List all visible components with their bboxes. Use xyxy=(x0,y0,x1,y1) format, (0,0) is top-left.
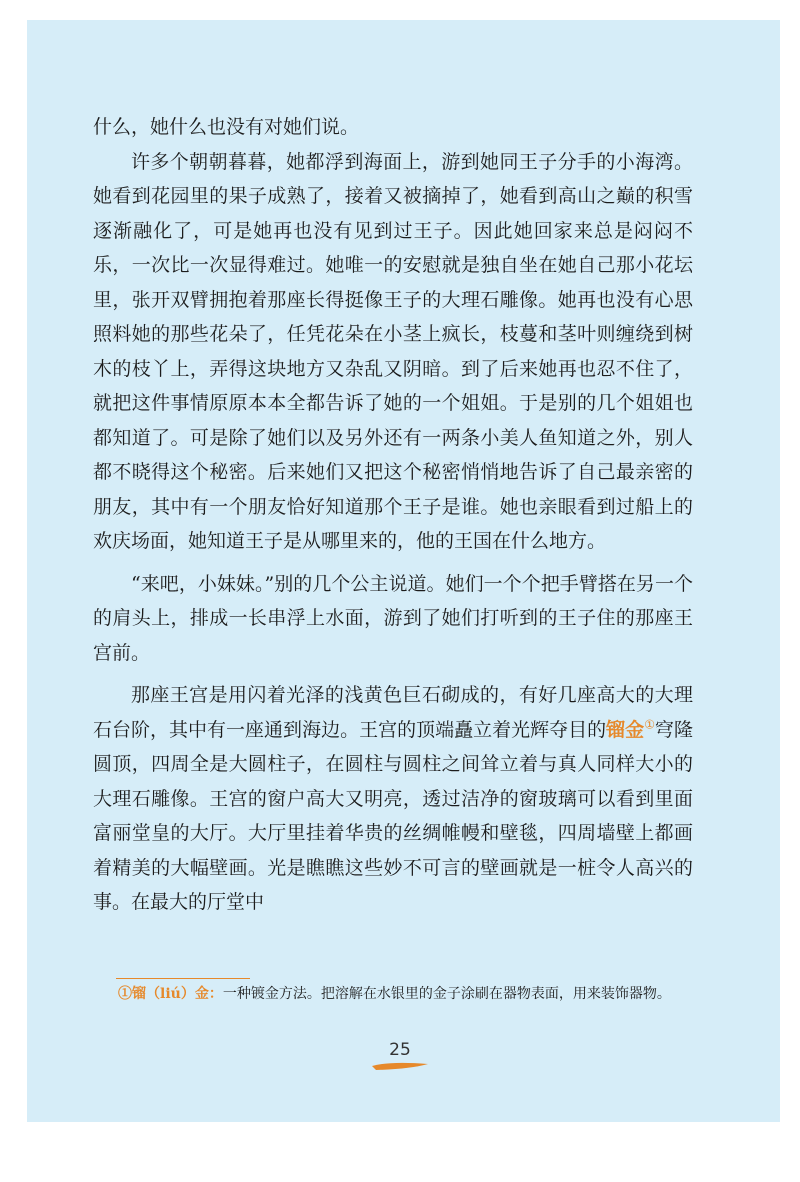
paragraph-4 xyxy=(93,678,693,920)
footnote xyxy=(118,983,678,1005)
highlighted-term: 镏金 xyxy=(606,718,645,741)
footnote-marker: ① xyxy=(644,717,655,732)
paragraph-2: 许多个朝朝暮暮，她都浮到海面上，游到她同王子分手的小海湾。她看到花园里的果子成熟了，接着又被摘掉了，她看到高山之巅的积雪逐渐融化了，可是她再也没有见到过王子。因此她回家来总是闷闷不乐，一次比一次显得难过。她唯一的安慰就是独自坐在她自己那小花坛里，张开双臂拥抱着那座长得挺像王子的大理石雕像。她再也没有心思照料她的那些花朵了，任凭花朵在小茎上疯长，枝蔓和茎叶则缠绕到树木的枝丫上，弄得这块地方又杂乱又阴暗。到了后来她再也忍不住了，就把这件事情原原本本全都告诉了她的一个姐姐。于是别的几个姐姐也都知道了。可是除了她们以及另外还有一两条小美人鱼知道之外，别人都不晓得这个秘密。后来她们又把这个秘密悄悄地告诉了自己最亲密的朋友，其中有一个朋友恰好知道那个王子是谁。她也亲眼看到过船上的欢庆场面，她知道王子是从哪里来的，他的王国在什么地方。 xyxy=(93,150,693,552)
footnote-text: 一种镀金方法。把溶解在水银里的金子涂刷在器物表面，用来装饰器物。 xyxy=(222,986,671,1002)
footnote-divider xyxy=(116,978,250,979)
paragraph-4-part-1: 那座王宫是用闪着光泽的浅黄色巨石砌成的，有好几座高大的大理石台阶，其中有一座通到海边。王宫的顶端矗立着光辉夺目的 xyxy=(93,684,693,741)
page-number-swash-icon xyxy=(370,1060,430,1072)
page-number: 25 xyxy=(389,1040,411,1060)
body-text xyxy=(93,110,693,920)
paragraph-1: 什么，她什么也没有对她们说。 xyxy=(93,116,360,138)
footnote-term: ①镏（liú）金： xyxy=(118,986,223,1002)
paragraph-3: “来吧，小妹妹。”别的几个公主说道。她们一个个把手臂搭在另一个的肩头上，排成一长串浮上水面，游到了她们打听到的王子住的那座王宫前。 xyxy=(93,572,693,664)
paragraph-4-part-2: 穹隆圆顶，四周全是大圆柱子，在圆柱与圆柱之间耸立着与真人同样大小的大理石雕像。王宫的窗户高大又明亮，透过洁净的窗玻璃可以看到里面富丽堂皇的大厅。大厅里挂着华贵的丝绸帷幔和壁毯，四周墙壁上都画着精美的大幅壁画。光是瞧瞧这些妙不可言的壁画就是一桩令人高兴的事。在最大的厅堂中 xyxy=(93,718,693,913)
